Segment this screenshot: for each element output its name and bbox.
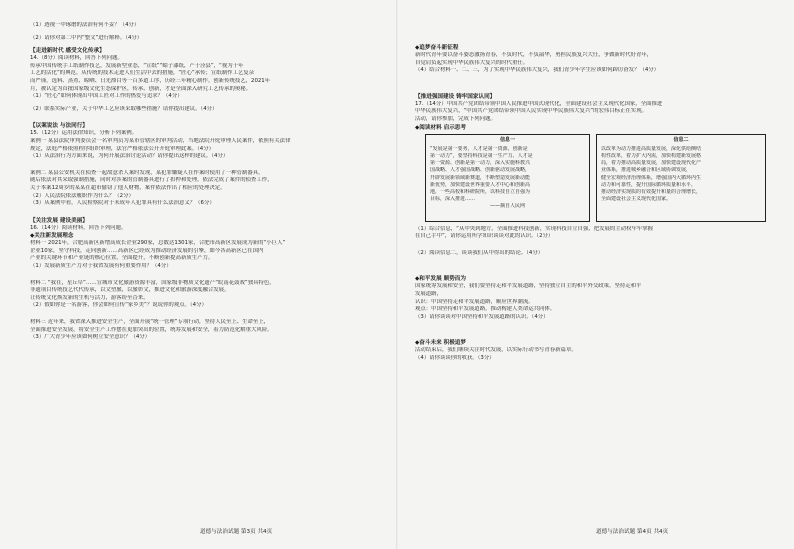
text-line: （3）请你谈谈对中国坚持和平发展道路的认识。（4分） xyxy=(415,313,549,320)
box-line: 推动经济实现质的有效提升和量的合理增长， xyxy=(601,188,702,195)
text-line: 规定，法庭严格依照程序组织审理，法官严格依法公开开庭审理此案。（4分） xyxy=(30,145,215,152)
box-line: 动力和可靠性，提升国际循环质量和水平， xyxy=(601,181,697,188)
text-line: 14.（8分）阅读材料，回答下列问题。 xyxy=(30,55,123,62)
text-line: 国家统筹发展和安全，我们要坚持走和平发展道路，坚持独立自主的和平外交政策，坚持走和平 xyxy=(415,283,642,290)
text-line: （1）综合信息，“从中央到地方，全面推进科技创新，实现科技自立自强，把发展的主动权牢牢掌握 xyxy=(415,225,654,232)
text-line: （2）人民法院依法履职作为什么？（2分） xyxy=(30,192,134,199)
text-line: 在自己手中”，请你运用所学知识谈谈对此的认识。（2分） xyxy=(415,233,554,240)
text-line: 非遗项目传统技艺代代传承，以文塑旅，以旅彰文，推进文化和旅游深度融合发展， xyxy=(30,287,230,294)
material-3 xyxy=(30,319,389,342)
text-line: （4）结合材料一、二、三，为了实现中华民族伟大复兴，我们青少年学生应该如何踔厉奋发？（4分） xyxy=(415,67,660,74)
section-header: ◆追梦奋斗新征程 xyxy=(415,45,459,51)
box-line: 新优势，加快建设世界重要人才中心和创新高 xyxy=(430,181,531,188)
text-line: 材料三 近年来，我省深入推进安全生产，全面开展“统一管理”专项行动，坚持人民至上、生命至上， xyxy=(30,319,270,326)
info-box-1 xyxy=(425,134,590,222)
text-line: 材料一 2021年，合肥高新区新增高成长企业290家，总数达1301家，合肥市高新区发展成为新的“小巨人” xyxy=(30,240,286,247)
subsection-header: ◆阅读材料 启示思考 xyxy=(415,124,466,131)
text-line: （2）请你对第二中内“整文”进行解释。（4分） xyxy=(30,34,143,41)
section-header: ◆和平发展 顺势而为 xyxy=(415,276,466,283)
text-line: （1）发展新质生产力对于我省发展有何重要作用？（4分） xyxy=(30,263,172,270)
box-line: ——摘自人民网 xyxy=(489,203,525,210)
text-line: 活动结束后，我们继续关注时代发展，以实际行动书写青春新篇章。 xyxy=(415,347,577,354)
text-line: 17.（14分）中国共产党团结带领中国人民推进中国式现代化，全面建设社会主义现代化国家，全面推进 xyxy=(415,100,663,107)
text-line: 15.（12分）运用法律知识，分析下列案例。 xyxy=(30,130,138,137)
text-line: 自觉肩负起实现中华民族伟大复兴的时代重任。 xyxy=(415,59,529,66)
box-line: 地，一些高校和科研院所，以科技自立自强为 xyxy=(430,188,531,195)
box-line: 开辟发展新领域新赛道，不断塑造发展新动能 xyxy=(430,174,531,181)
box-line: 第一动力”，要坚持科技是第一生产力、人才是 xyxy=(430,152,533,159)
box-line: 局，着力推动高质量发展，加快建设现代化产 xyxy=(601,160,702,167)
text-line: 关于本案12周岁的某某在超市偷窃了他人财物，案件依法作出了相应的处理决定。 xyxy=(30,184,226,191)
section-header: ◆奋斗未来 积极追梦 xyxy=(415,340,466,347)
top-questions xyxy=(30,22,389,42)
box-line: 国战略、人才强国战略、创新驱动发展战略， xyxy=(430,167,531,174)
text-line: 发展道路， xyxy=(415,290,442,297)
box-line: 目标，深入推进…… xyxy=(430,196,476,203)
box-line: 构性改革，着力扩大内需，加快构建新发展格 xyxy=(601,152,702,159)
text-line: （2）联系实际产业，关于中华工艺应该采取哪些措施？请你提出建议。（4分） xyxy=(30,105,218,112)
right-page xyxy=(397,0,794,549)
section-header: 【以案说法 与法同行】 xyxy=(30,123,88,130)
text-line: 月，被认定为首批国家级文化生态保护区，传承、创新，才是全面深入研究工艺传承的奥秘。 xyxy=(30,85,252,92)
section-d xyxy=(415,347,780,362)
box-line: “发展是第一要务，人才是第一资源，创新是 xyxy=(430,145,528,152)
question-17 xyxy=(415,101,780,124)
text-line: 案例二 某县公安机关在侦查一起故意杀人案时发现，某犯罪嫌疑人在作案时使用了一种管制器具， xyxy=(30,169,264,176)
section-b-questions xyxy=(415,226,780,258)
page-footer-right: 道德与法治试题 第4页 共4页 xyxy=(596,529,669,535)
text-line: （2）阅读信息二，谈谈我们从中得出的结论。（4分） xyxy=(415,249,544,256)
box-line: 第一资源、创新是第一动力，深入实施科教兴 xyxy=(430,160,531,167)
text-line: （4）请你谈谈你的收获。（3分） xyxy=(415,354,495,361)
text-line: 产业的关键环节和产业链的核心位置，全面提升，不断创新提高新质生产力。 xyxy=(30,255,214,262)
section-header: 【推进强国建设 铸牢国家认同】 xyxy=(415,93,496,100)
subsection-header: ◆关注新发展理念 xyxy=(30,233,74,240)
text-line: 中华民族伟大复兴，“中国共产党团结带领中国人民实现中华民族伟大复兴”的宏伟目标正在实现。 xyxy=(415,108,647,115)
text-line: （1）“匠心”如何体现出中国工匠对工作的热爱与追求？（4分） xyxy=(30,93,183,100)
material-1 xyxy=(30,240,389,270)
section-a xyxy=(415,52,780,75)
text-line: 认识：中国坚持走和平发展道路，顺应世界潮流。 xyxy=(415,298,534,305)
section-c xyxy=(415,283,780,321)
info-box-title: 信息一 xyxy=(499,136,515,143)
text-line: 企业10家，坚守科技，走向创新……高新区已经成为推动经济发展的引擎，如今各高新区已在国内 xyxy=(30,247,264,254)
info-box-title: 信息二 xyxy=(673,136,689,143)
box-line: 以改革为动力推进高质量发展，深化供给侧结 xyxy=(601,145,702,152)
info-boxes xyxy=(425,134,780,222)
page-footer-left: 道德与法治试题 第3页 共4页 xyxy=(200,529,273,535)
info-box-2 xyxy=(596,134,766,222)
text-line: （1）透视一中琢磨的法治有何不妥？（4分） xyxy=(30,22,140,28)
text-line: （1）从法治行为方面来说，为何开展法治讨论活动？请你提出这样的建议。（4分） xyxy=(30,153,229,160)
text-line: 工艺的活化”的典范。从传统的技术走进人们生活中去的措施，“匠心”承传；宣纸制作工艺复杂 xyxy=(30,70,255,77)
question-16-intro: 16.（14分）阅读材料，回答下列问题。 xyxy=(30,224,127,231)
text-line: 案例一 某县法院审判委员会一名审判员为某市管辖区的审判活动，当地法院开庭审理人民案件，依照有关法律 xyxy=(30,137,291,144)
text-line: （3）从案例中看，人民检察院对于未成年人犯罪具有什么法治意义？（6分） xyxy=(30,200,215,207)
question-14 xyxy=(30,55,389,113)
material-2 xyxy=(30,280,389,310)
text-line: （2）假如你是一名游客，你会如何宣传“家乡美”？说说你的观点。（4分） xyxy=(30,302,207,309)
text-line: 观点：中国坚持和平发展道路，推动构建人类命运共同体。 xyxy=(415,306,556,313)
text-line: 随后依法对其采取强制措施，同时对涉案的管制器具进行了扣押和处理，依法完成了案件的侦查工作， xyxy=(30,177,273,184)
question-15 xyxy=(30,130,389,207)
section-header: 【走进新时代 感受文化传承】 xyxy=(30,48,105,55)
text-line: 新时代青年要以奋斗姿态激扬青春，不负时代，不负韶华，勇担民族复兴大任，争做新时代好青年， xyxy=(415,52,653,58)
text-line: 而严谨，选料、蒸煮、晾晒、日光漂白等一百多道工序，历经三年精心制作。创新传统技艺，2021年 xyxy=(30,77,271,84)
text-line: （3）广大青少年应该如何树立安全意识？（4分） xyxy=(30,334,151,341)
text-line: 材料二 “我在，星丘阜”……宣城市文化旅游资源丰富，国家级非物质文化遗产“皖南花鼓戏”独具特色， xyxy=(30,279,275,286)
text-line: 活动，请你参加，完成下列问题。 xyxy=(415,115,496,122)
text-line: 让传统文化焕发新的生机与活力，游客纷至沓来。 xyxy=(30,294,149,301)
box-line: 全面建设社会主义现代化国家。 xyxy=(601,196,672,203)
text-line: 全面推进安全发展，将安全生产工作摆在更加突出的位置，统筹发展和安全，着力防范化解重大风险。 xyxy=(30,326,273,333)
section-header: 【关注发展 建设美丽】 xyxy=(30,217,88,224)
text-line: 传承中国传统手工纸制作技艺，发展新型业态，“宣纸”“蛤子漆纸，产于泾县”，“视为千年 xyxy=(30,62,244,69)
box-line: 业体系，推进城乡融合和区域协调发展， xyxy=(601,167,692,174)
box-line: 健全宏观经济治理体系，增强国内大循环内生 xyxy=(601,174,702,181)
